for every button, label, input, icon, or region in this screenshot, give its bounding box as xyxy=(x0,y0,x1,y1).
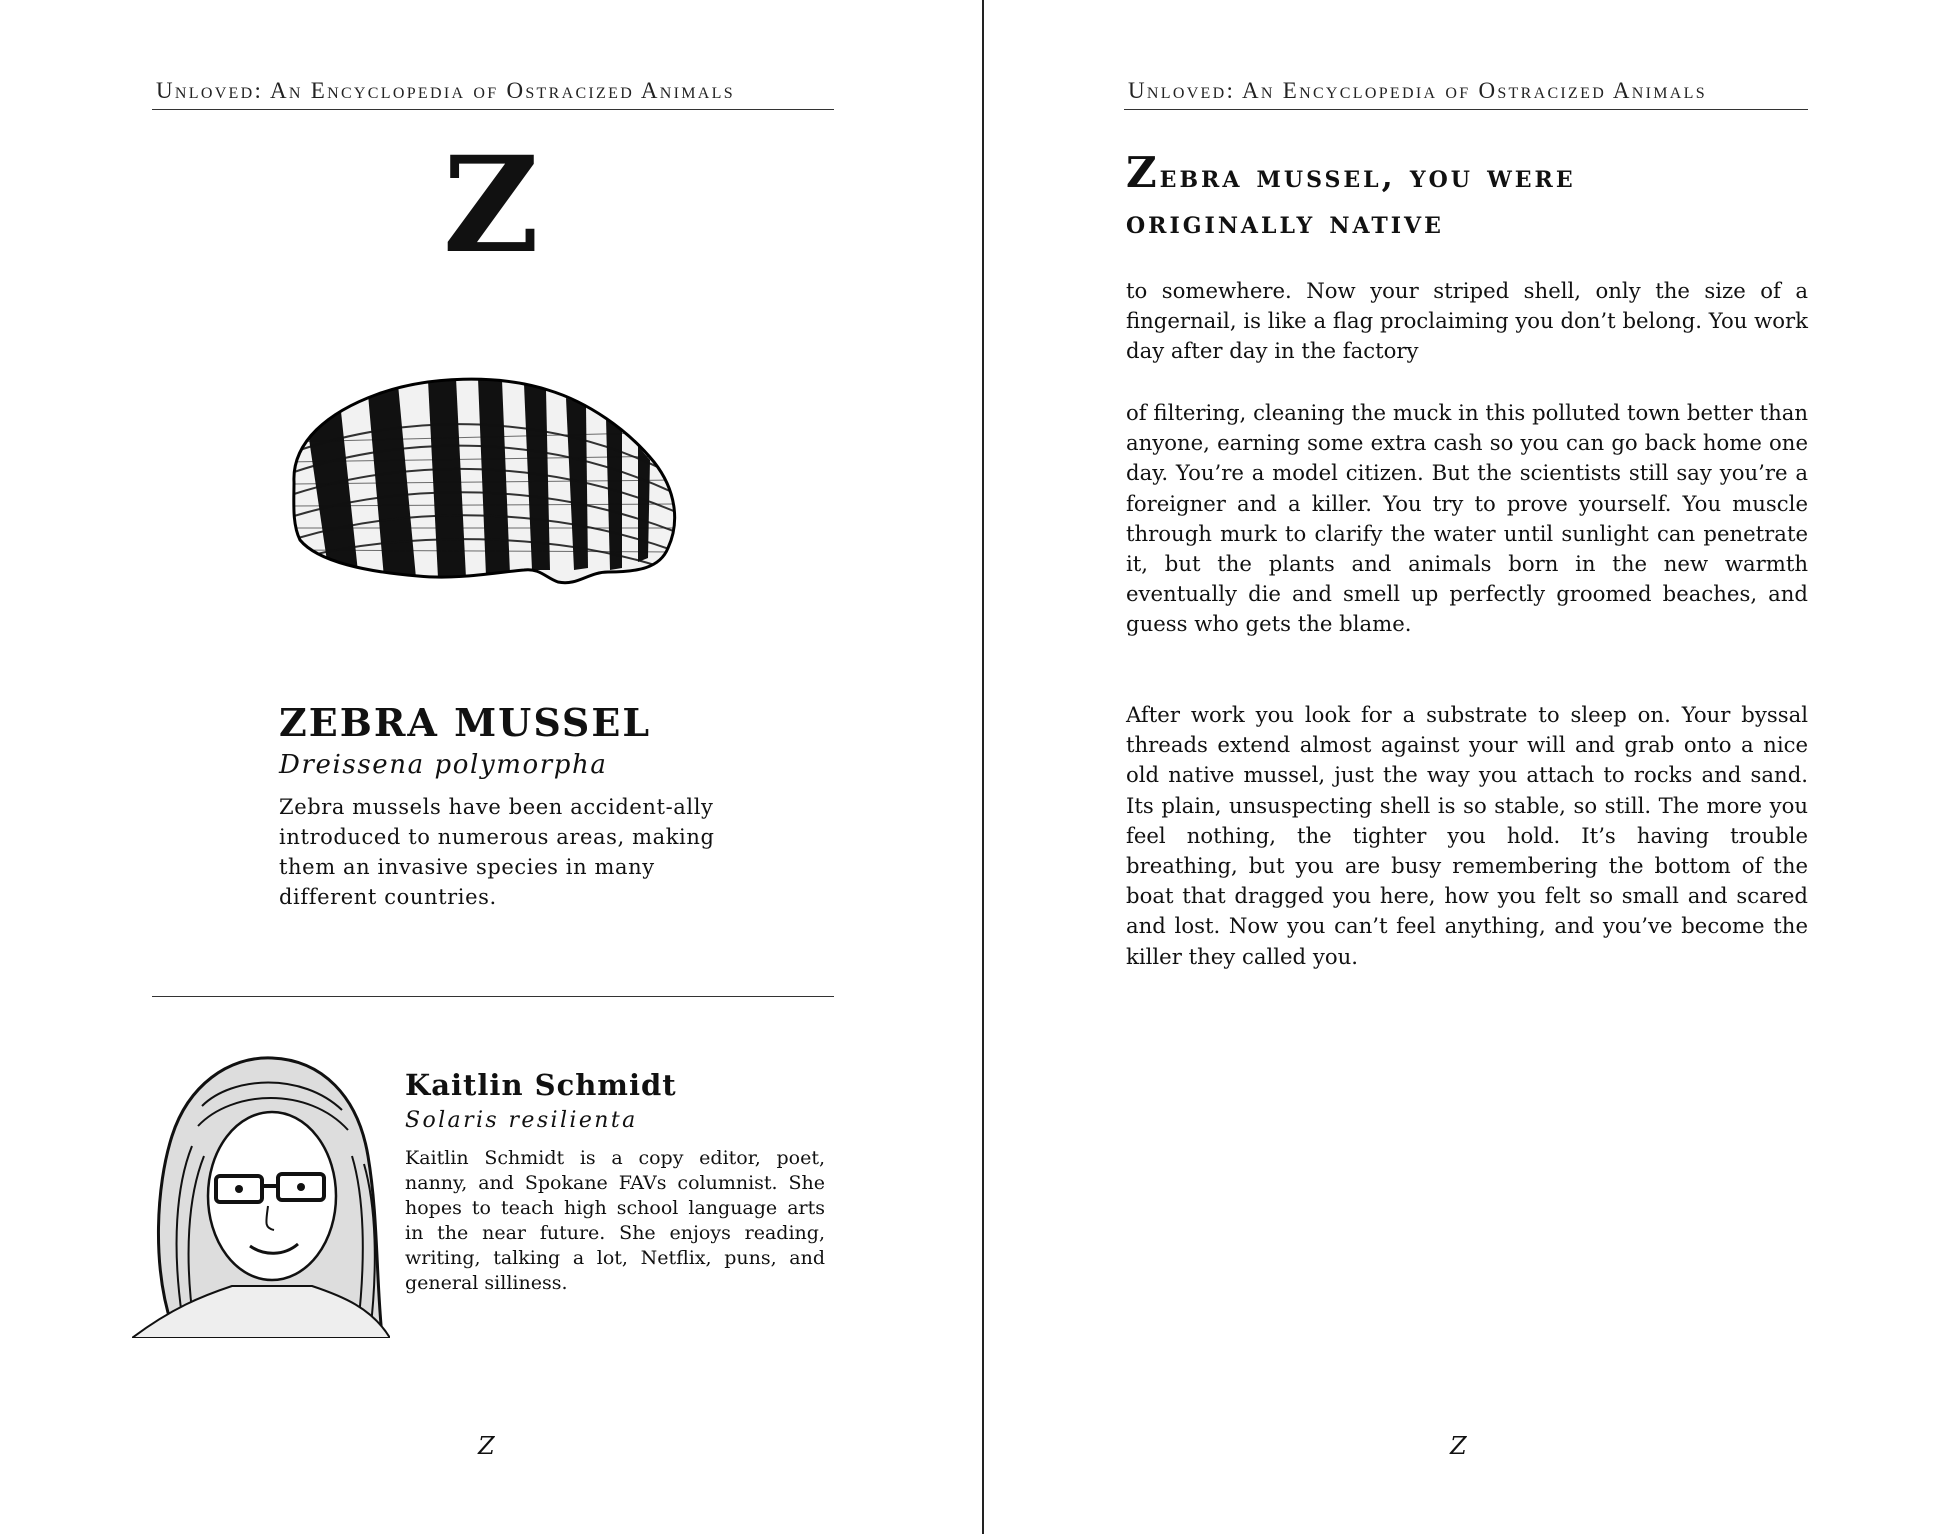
right-page xyxy=(984,0,1952,1534)
poem-title-initial: Z xyxy=(1126,148,1160,197)
zebra-mussel-illustration xyxy=(288,372,680,602)
animal-description: Zebra mussels have been accident-ally introduced to numerous areas, making them an invasive species in many different countries. xyxy=(279,795,715,909)
poem-stanza: of filtering, cleaning the muck in this polluted town better than anyone, earning some extra cash so you can go back home one day. You’re a model citizen. But the scientists still say you’re a foreigner and a killer. You try to prove yourself. You muscle through murk to clarify the water until sunlight can penetrate it, but the plants and animals born in the new warmth eventually die and smell up perfectly groomed beaches, and guess who gets the blame. xyxy=(1126,400,1808,637)
page-folio: Z xyxy=(478,1432,495,1460)
poem-title xyxy=(1126,150,1766,245)
poem-title-rest: ebra mussel, you were originally native xyxy=(1126,157,1576,241)
header-rule xyxy=(152,109,834,110)
section-divider xyxy=(152,996,834,997)
animal-name: ZEBRA MUSSEL xyxy=(279,700,652,745)
header-rule xyxy=(1124,109,1808,110)
author-name: Kaitlin Schmidt xyxy=(405,1068,677,1102)
animal-latin-name: Dreissena polymorpha xyxy=(279,750,608,780)
poem-stanza: to somewhere. Now your striped shell, only the size of a fingernail, is like a flag proclaiming you don’t belong. You work day after day in the factory xyxy=(1126,278,1808,364)
author-bio: Kaitlin Schmidt is a copy editor, poet, nanny, and Spokane FAVs columnist. She hopes to teach high school language arts in the near future. She enjoys reading, writing, talking a lot, Netflix, puns, and general silliness. xyxy=(405,1147,825,1294)
author-portrait xyxy=(132,1046,390,1338)
author-latin-name: Solaris resilienta xyxy=(405,1108,638,1133)
running-head: Unloved: An Encyclopedia of Ostracized Animals xyxy=(156,78,735,103)
section-letter: Z xyxy=(442,128,540,283)
page-folio: Z xyxy=(1450,1432,1467,1460)
running-head: Unloved: An Encyclopedia of Ostracized Animals xyxy=(1128,78,1707,103)
poem-stanza: After work you look for a substrate to sleep on. Your byssal threads extend almost against your will and grab onto a nice old native mussel, just the way you attach to rocks and sand. Its plain, unsuspecting shell is so stable, so still. The more you feel nothing, the tighter you hold. It’s having trouble breathing, but you are busy remembering the bottom of the boat that dragged you here, how you felt so small and scared and lost. Now you can’t feel anything, and you’ve become the killer they called you. xyxy=(1126,702,1808,969)
